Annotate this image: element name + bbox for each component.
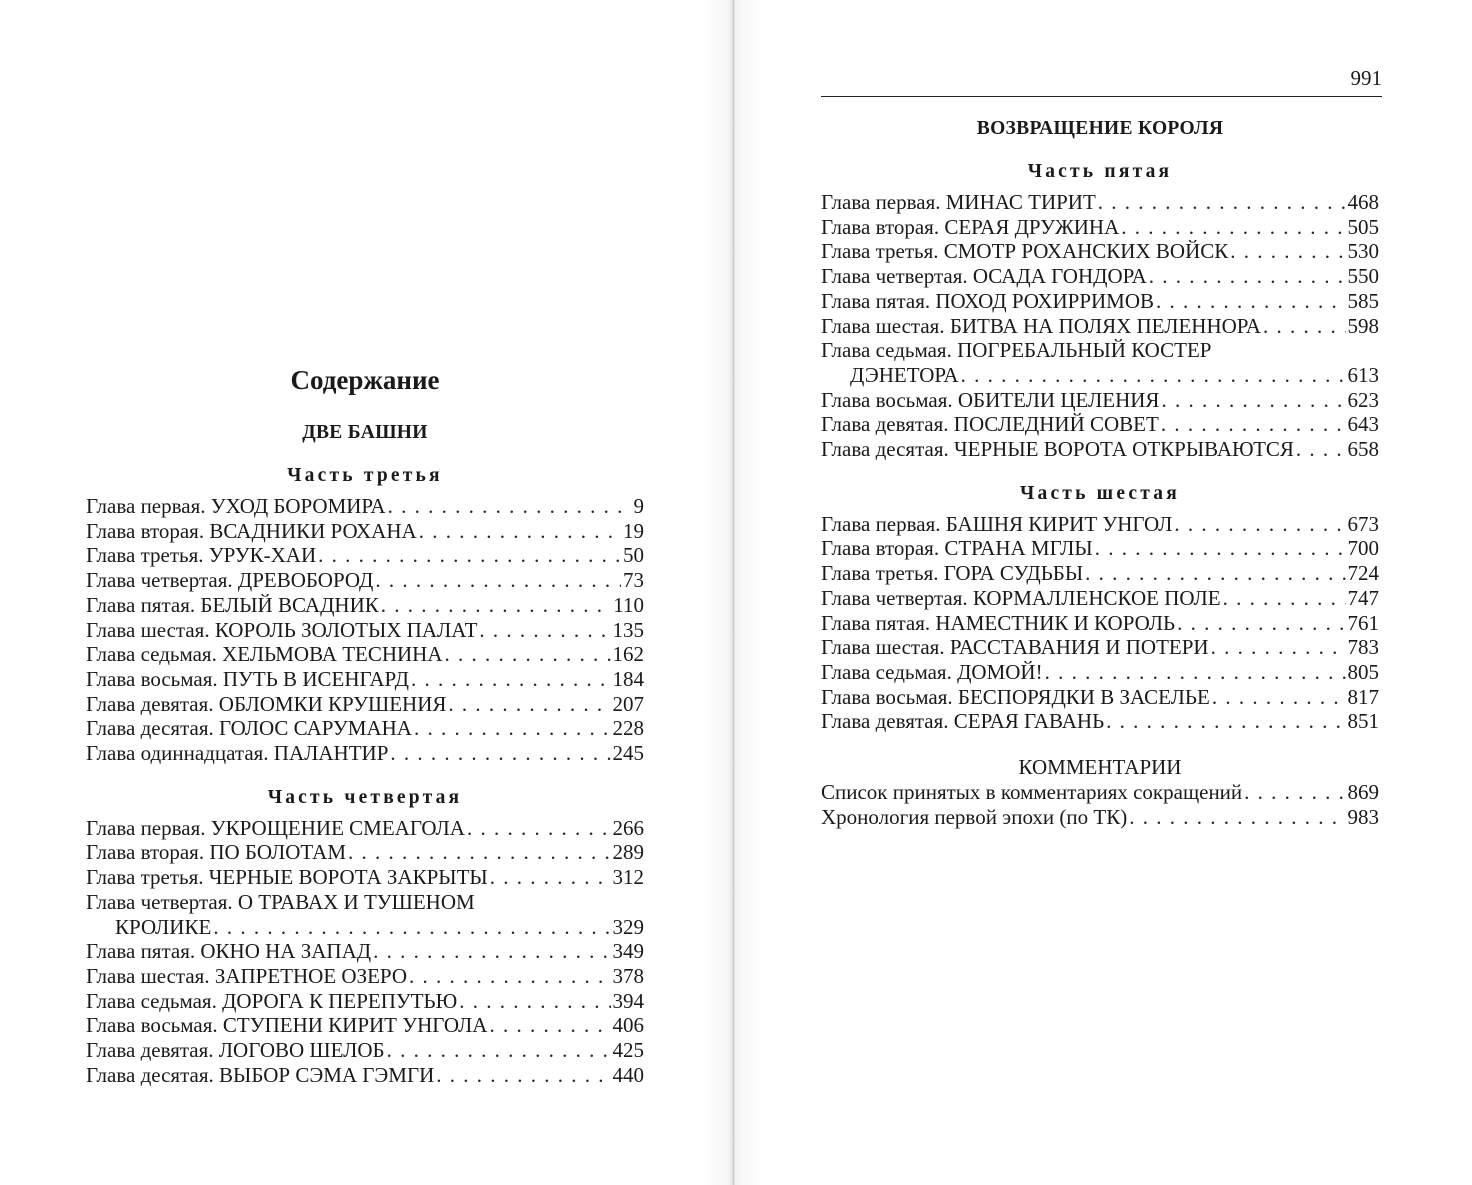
entry-page-number: 440	[612, 1062, 644, 1087]
toc-entry	[821, 780, 1379, 805]
toc-entry	[86, 1013, 644, 1038]
dot-leader	[1156, 289, 1345, 314]
dot-leader	[414, 716, 611, 741]
entry-page-number: 425	[612, 1038, 644, 1063]
dot-leader	[388, 494, 632, 519]
comments-entry-list	[821, 780, 1379, 829]
entry-label: Глава десятая. ЧЕРНЫЕ ВОРОТА ОТКРЫВАЮТСЯ	[821, 437, 1294, 462]
entry-page-number: 266	[612, 815, 644, 840]
toc-entry	[86, 618, 644, 643]
toc-entry	[86, 816, 644, 841]
entry-label: Глава вторая. ПО БОЛОТАМ	[86, 840, 346, 865]
dot-leader	[1263, 314, 1346, 339]
entry-page-number: 73	[623, 568, 644, 593]
dot-leader	[1230, 239, 1345, 264]
dot-leader	[213, 915, 610, 940]
entry-label: Глава седьмая. ПОГРЕБАЛЬНЫЙ КОСТЕР	[821, 338, 1212, 363]
entry-label: Глава седьмая. ХЕЛЬМОВА ТЕСНИНА	[86, 642, 443, 667]
entry-page-number: 184	[612, 666, 644, 691]
dot-leader	[411, 667, 611, 692]
dot-leader	[1161, 412, 1346, 437]
entry-label: Глава первая. БАШНЯ КИРИТ УНГОЛ	[821, 511, 1173, 536]
entry-page-number: 658	[1347, 437, 1379, 462]
entry-label: Глава вторая. СТРАНА МГЛЫ	[821, 536, 1093, 561]
dot-leader	[1174, 512, 1345, 537]
part-title: Часть пятая	[1027, 161, 1173, 182]
toc-title: Содержание	[290, 365, 440, 395]
toc-entry-list	[821, 190, 1379, 462]
entry-page-number: 673	[1347, 511, 1379, 536]
entry-label: Глава вторая. СЕРАЯ ДРУЖИНА	[821, 214, 1120, 239]
entry-label: Глава одиннадцатая. ПАЛАНТИР	[86, 741, 389, 766]
entry-label: Глава третья. УРУК-ХАИ	[86, 543, 317, 568]
entry-page-number: 983	[1347, 804, 1379, 829]
entry-page-number: 312	[612, 865, 644, 890]
entry-page-number: 851	[1347, 709, 1379, 734]
dot-leader	[1212, 685, 1346, 710]
entry-label-continuation: КРОЛИКЕ	[115, 914, 212, 939]
book-title-two-towers: ДВЕ БАШНИ	[302, 422, 428, 443]
part-title: Часть шестая	[1019, 482, 1180, 504]
entry-label-continuation: ДЭНЕТОРА	[850, 362, 959, 387]
entry-page-number: 585	[1347, 288, 1379, 313]
toc-entry	[86, 1063, 644, 1088]
entry-page-number: 378	[612, 963, 644, 988]
entry-page-number: 207	[612, 691, 644, 716]
entry-page-number: 530	[1347, 239, 1379, 264]
entry-page-number: 761	[1347, 610, 1379, 635]
entry-page-number: 869	[1347, 780, 1379, 805]
entry-page-number: 747	[1347, 585, 1379, 610]
toc-entry-wrapped	[821, 338, 1379, 387]
entry-label: Глава пятая. ОКНО НА ЗАПАД	[86, 939, 372, 964]
entry-page-number: 468	[1347, 190, 1379, 214]
entry-page-number: 598	[1347, 313, 1379, 338]
toc-entry	[86, 494, 644, 519]
entry-label: Глава седьмая. ДОРОГА К ПЕРЕПУТЬЮ	[86, 988, 458, 1013]
toc-entry	[821, 805, 1379, 830]
entry-label: Хронология первой эпохи (по ТК)	[821, 804, 1128, 829]
dot-leader	[318, 543, 621, 568]
entry-label: Глава пятая. ПОХОД РОХИРРИМОВ	[821, 288, 1155, 313]
entry-page-number: 613	[1347, 362, 1379, 387]
dot-leader	[1177, 611, 1345, 636]
entry-label: Глава первая. УКРОЩЕНИЕ СМЕАГОЛА	[86, 815, 465, 840]
entry-page-number: 724	[1347, 561, 1379, 586]
dot-leader	[1244, 780, 1345, 805]
entry-page-number: 50	[623, 543, 644, 568]
toc-entry	[821, 264, 1379, 289]
dot-leader	[1223, 586, 1346, 611]
toc-entry	[821, 536, 1379, 561]
dot-leader	[390, 741, 610, 766]
dot-leader	[1161, 388, 1345, 413]
toc-entry	[821, 512, 1379, 537]
toc-entry	[821, 215, 1379, 240]
toc-entry	[821, 190, 1379, 215]
part-title: Часть третья	[287, 465, 443, 486]
toc-entry	[86, 964, 644, 989]
entry-label: Глава третья. ЧЕРНЫЕ ВОРОТА ЗАКРЫТЫ	[86, 865, 488, 890]
toc-entry	[86, 667, 644, 692]
dot-leader	[1149, 264, 1346, 289]
entry-label: Список принятых в комментариях сокращений	[821, 780, 1243, 805]
dot-leader	[436, 1063, 610, 1088]
dot-leader	[373, 939, 610, 964]
dot-leader	[1129, 805, 1345, 830]
dot-leader	[375, 568, 621, 593]
toc-entry	[821, 611, 1379, 636]
entry-page-number: 9	[633, 494, 644, 518]
entry-label: Глава десятая. ВЫБОР СЭМА ГЭМГИ	[86, 1062, 435, 1087]
dot-leader	[1106, 709, 1345, 734]
entry-page-number: 245	[612, 741, 644, 766]
toc-entry	[86, 865, 644, 890]
toc-entry	[821, 660, 1379, 685]
entry-label: Глава девятая. СЕРАЯ ГАВАНЬ	[821, 709, 1105, 734]
dot-leader	[348, 840, 611, 865]
entry-page-number: 289	[612, 840, 644, 865]
entry-label: Глава шестая. БИТВА НА ПОЛЯХ ПЕЛЕННОРА	[821, 313, 1261, 338]
entry-page-number: 505	[1347, 214, 1379, 239]
toc-entry	[821, 239, 1379, 264]
entry-label: Глава восьмая. СТУПЕНИ КИРИТ УНГОЛА	[86, 1013, 488, 1038]
dot-leader	[448, 692, 610, 717]
dot-leader	[419, 519, 621, 544]
toc-entry-list	[86, 494, 644, 766]
dot-leader	[387, 1038, 611, 1063]
toc-entry	[86, 543, 644, 568]
toc-entry	[86, 840, 644, 865]
dot-leader	[961, 363, 1346, 388]
entry-label: Глава четвертая. О ТРАВАХ И ТУШЕНОМ	[86, 889, 475, 914]
entry-page-number: 329	[612, 914, 644, 939]
dot-leader	[479, 618, 610, 643]
right-page	[732, 0, 1472, 1185]
entry-label: Глава девятая. ОБЛОМКИ КРУШЕНИЯ	[86, 691, 447, 716]
page-number-header: 991	[821, 64, 1382, 97]
dot-leader	[1296, 437, 1346, 462]
toc-entry	[86, 989, 644, 1014]
entry-label: Глава третья. ГОРА СУДЬБЫ	[821, 561, 1084, 586]
entry-label: Глава восьмая. БЕСПОРЯДКИ В ЗАСЕЛЬЕ	[821, 684, 1210, 709]
right-toc	[821, 116, 1379, 829]
entry-page-number: 162	[612, 642, 644, 667]
dot-leader	[459, 989, 610, 1014]
entry-label: Глава пятая. БЕЛЫЙ ВСАДНИК	[86, 592, 379, 617]
entry-page-number: 19	[623, 518, 644, 543]
entry-page-number: 406	[612, 1013, 644, 1038]
dot-leader	[1211, 635, 1346, 660]
toc-entry	[86, 1038, 644, 1063]
toc-entry	[86, 519, 644, 544]
toc-entry	[821, 412, 1379, 437]
entry-label: Глава шестая. РАССТАВАНИЯ И ПОТЕРИ	[821, 635, 1209, 660]
entry-page-number: 349	[612, 939, 644, 964]
entry-label: Глава десятая. ГОЛОС САРУМАНА	[86, 716, 412, 741]
toc-entry	[821, 561, 1379, 586]
dot-leader	[1045, 660, 1346, 685]
dot-leader	[1121, 215, 1345, 240]
entry-page-number: 643	[1347, 412, 1379, 437]
entry-page-number: 805	[1347, 659, 1379, 684]
toc-entry-list	[821, 512, 1379, 734]
entry-label: Глава четвертая. ДРЕВОБОРОД	[86, 568, 374, 593]
toc-entry	[821, 388, 1379, 413]
entry-label: Глава пятая. НАМЕСТНИК И КОРОЛЬ	[821, 610, 1176, 635]
dot-leader	[490, 865, 611, 890]
dot-leader	[445, 642, 611, 667]
left-page	[0, 0, 732, 1185]
entry-page-number: 700	[1347, 536, 1379, 561]
comments-title: КОММЕНТАРИИ	[1018, 755, 1182, 780]
entry-label: Глава девятая. ПОСЛЕДНИЙ СОВЕТ	[821, 412, 1159, 437]
toc-entry	[821, 289, 1379, 314]
entry-label: Глава первая. МИНАС ТИРИТ	[821, 190, 1096, 214]
dot-leader	[489, 1013, 610, 1038]
toc-entry	[821, 709, 1379, 734]
toc-entry	[86, 692, 644, 717]
toc-entry-wrapped	[86, 890, 644, 939]
entry-page-number: 783	[1347, 635, 1379, 660]
entry-label: Глава первая. УХОД БОРОМИРА	[86, 494, 386, 518]
toc-entry	[821, 635, 1379, 660]
entry-label: Глава четвертая. КОРМАЛЛЕНСКОЕ ПОЛЕ	[821, 585, 1221, 610]
book-title-return-of-the-king: ВОЗВРАЩЕНИЕ КОРОЛЯ	[976, 118, 1224, 139]
dot-leader	[1095, 536, 1346, 561]
part-title: Часть четвертая	[267, 786, 463, 808]
entry-label: Глава шестая. КОРОЛЬ ЗОЛОТЫХ ПАЛАТ	[86, 617, 478, 642]
entry-label: Глава вторая. ВСАДНИКИ РОХАНА	[86, 518, 417, 543]
toc-entry	[821, 586, 1379, 611]
entry-label: Глава четвертая. ОСАДА ГОНДОРА	[821, 264, 1147, 289]
toc-entry	[86, 568, 644, 593]
entry-page-number: 817	[1347, 684, 1379, 709]
dot-leader	[409, 964, 610, 989]
toc-entry	[86, 642, 644, 667]
toc-entry	[821, 685, 1379, 710]
entry-label: Глава восьмая. ПУТЬ В ИСЕНГАРД	[86, 666, 409, 691]
entry-label: Глава шестая. ЗАПРЕТНОЕ ОЗЕРО	[86, 963, 408, 988]
entry-label: Глава девятая. ЛОГОВО ШЕЛОБ	[86, 1038, 385, 1063]
left-toc	[86, 362, 644, 1087]
toc-entry	[821, 314, 1379, 339]
entry-page-number: 135	[612, 617, 644, 642]
entry-page-number: 550	[1347, 264, 1379, 289]
toc-entry	[86, 593, 644, 618]
entry-page-number: 394	[612, 988, 644, 1013]
dot-leader	[381, 593, 612, 618]
entry-page-number: 623	[1347, 387, 1379, 412]
dot-leader	[1098, 190, 1346, 215]
entry-page-number: 228	[612, 716, 644, 741]
dot-leader	[467, 816, 611, 841]
toc-entry	[86, 716, 644, 741]
toc-entry	[86, 741, 644, 766]
toc-entry-list	[86, 816, 644, 1088]
entry-page-number: 110	[613, 592, 644, 617]
toc-entry	[821, 437, 1379, 462]
entry-label: Глава седьмая. ДОМОЙ!	[821, 659, 1043, 684]
dot-leader	[1085, 561, 1345, 586]
toc-entry	[86, 939, 644, 964]
entry-label: Глава третья. СМОТР РОХАНСКИХ ВОЙСК	[821, 239, 1229, 264]
entry-label: Глава восьмая. ОБИТЕЛИ ЦЕЛЕНИЯ	[821, 387, 1160, 412]
